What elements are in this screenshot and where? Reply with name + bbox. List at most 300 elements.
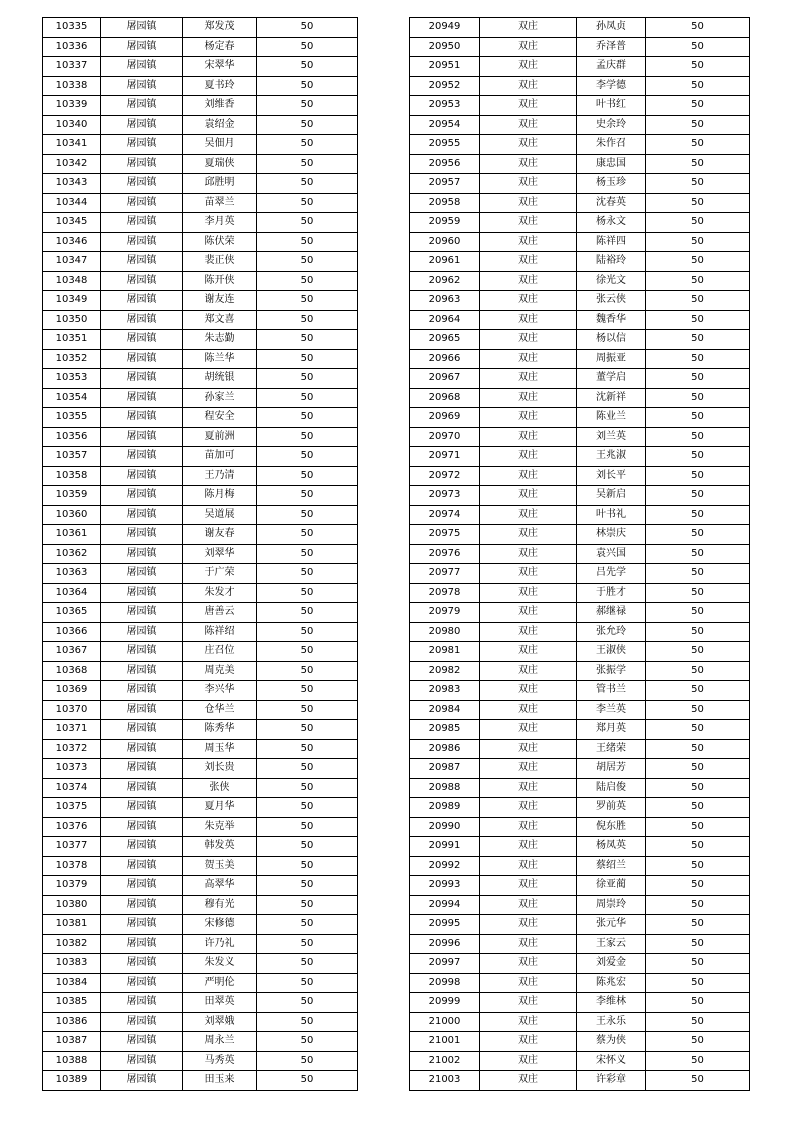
record-id-cell: 10378 (43, 856, 101, 876)
table-row (410, 856, 750, 876)
person-name-cell: 刘翠华 (183, 544, 257, 564)
table-row (43, 1071, 358, 1091)
person-name-cell: 朱发才 (183, 583, 257, 603)
town-cell: 双庄 (480, 1051, 577, 1071)
town-cell: 双庄 (480, 583, 577, 603)
town-cell: 双庄 (480, 720, 577, 740)
town-cell: 屠园镇 (101, 817, 183, 837)
person-name-cell: 宋翠华 (183, 57, 257, 77)
record-id-cell: 10369 (43, 681, 101, 701)
town-cell: 双庄 (480, 447, 577, 467)
table-row (410, 583, 750, 603)
table-row (410, 271, 750, 291)
person-name-cell: 史余玲 (577, 115, 646, 135)
table-row (410, 232, 750, 252)
amount-cell: 50 (646, 993, 750, 1013)
record-id-cell: 20959 (410, 213, 480, 233)
person-name-cell: 陈兆宏 (577, 973, 646, 993)
person-name-cell: 庄召位 (183, 642, 257, 662)
table-row (410, 544, 750, 564)
town-cell: 屠园镇 (101, 115, 183, 135)
table-row (43, 349, 358, 369)
table-row (410, 486, 750, 506)
town-cell: 双庄 (480, 778, 577, 798)
amount-cell: 50 (646, 934, 750, 954)
table-row (43, 18, 358, 38)
town-cell: 双庄 (480, 18, 577, 38)
table-row (410, 1071, 750, 1091)
amount-cell: 50 (257, 1032, 358, 1052)
amount-cell: 50 (257, 193, 358, 213)
amount-cell: 50 (646, 525, 750, 545)
amount-cell: 50 (257, 817, 358, 837)
amount-cell: 50 (646, 408, 750, 428)
amount-cell: 50 (257, 720, 358, 740)
table-row (43, 115, 358, 135)
table-row (410, 954, 750, 974)
person-name-cell: 李学德 (577, 76, 646, 96)
town-cell: 双庄 (480, 544, 577, 564)
town-cell: 双庄 (480, 310, 577, 330)
town-cell: 双庄 (480, 661, 577, 681)
person-name-cell: 王淑侠 (577, 642, 646, 662)
amount-cell: 50 (257, 96, 358, 116)
amount-cell: 50 (646, 837, 750, 857)
amount-cell: 50 (257, 1071, 358, 1091)
person-name-cell: 徐光文 (577, 271, 646, 291)
town-cell: 双庄 (480, 232, 577, 252)
amount-cell: 50 (646, 778, 750, 798)
record-id-cell: 20958 (410, 193, 480, 213)
record-id-cell: 20971 (410, 447, 480, 467)
town-cell: 双庄 (480, 252, 577, 272)
amount-cell: 50 (646, 856, 750, 876)
town-cell: 屠园镇 (101, 544, 183, 564)
amount-cell: 50 (257, 583, 358, 603)
town-cell: 屠园镇 (101, 291, 183, 311)
record-id-cell: 10340 (43, 115, 101, 135)
person-name-cell: 李月英 (183, 213, 257, 233)
town-cell: 双庄 (480, 466, 577, 486)
person-name-cell: 袁绍金 (183, 115, 257, 135)
amount-cell: 50 (257, 622, 358, 642)
amount-cell: 50 (646, 681, 750, 701)
amount-cell: 50 (646, 96, 750, 116)
record-id-cell: 20973 (410, 486, 480, 506)
table-row (410, 37, 750, 57)
record-id-cell: 21003 (410, 1071, 480, 1091)
table-row (43, 486, 358, 506)
town-cell: 双庄 (480, 408, 577, 428)
table-row (410, 18, 750, 38)
town-cell: 双庄 (480, 388, 577, 408)
table-row (410, 993, 750, 1013)
amount-cell: 50 (257, 37, 358, 57)
table-row (43, 798, 358, 818)
amount-cell: 50 (257, 408, 358, 428)
table-row (43, 700, 358, 720)
town-cell: 双庄 (480, 154, 577, 174)
table-row (43, 388, 358, 408)
record-id-cell: 10372 (43, 739, 101, 759)
record-id-cell: 10359 (43, 486, 101, 506)
table-row (410, 525, 750, 545)
amount-cell: 50 (257, 388, 358, 408)
town-cell: 双庄 (480, 798, 577, 818)
table-row (410, 193, 750, 213)
record-id-cell: 10350 (43, 310, 101, 330)
town-cell: 屠园镇 (101, 135, 183, 155)
amount-cell: 50 (646, 486, 750, 506)
table-row (43, 76, 358, 96)
amount-cell: 50 (257, 213, 358, 233)
record-id-cell: 10375 (43, 798, 101, 818)
town-cell: 屠园镇 (101, 837, 183, 857)
record-id-cell: 10355 (43, 408, 101, 428)
table-row (43, 154, 358, 174)
town-cell: 双庄 (480, 291, 577, 311)
amount-cell: 50 (646, 310, 750, 330)
table-row (43, 408, 358, 428)
town-cell: 屠园镇 (101, 1012, 183, 1032)
table-row (410, 310, 750, 330)
table-row (410, 739, 750, 759)
record-id-cell: 10351 (43, 330, 101, 350)
record-id-cell: 10345 (43, 213, 101, 233)
person-name-cell: 苗加可 (183, 447, 257, 467)
record-id-cell: 20951 (410, 57, 480, 77)
table-row (43, 174, 358, 194)
record-id-cell: 10344 (43, 193, 101, 213)
record-id-cell: 20961 (410, 252, 480, 272)
record-id-cell: 20964 (410, 310, 480, 330)
town-cell: 屠园镇 (101, 447, 183, 467)
record-id-cell: 20957 (410, 174, 480, 194)
town-cell: 双庄 (480, 642, 577, 662)
amount-cell: 50 (646, 37, 750, 57)
record-id-cell: 10356 (43, 427, 101, 447)
table-row (410, 603, 750, 623)
record-id-cell: 10357 (43, 447, 101, 467)
table-row (43, 447, 358, 467)
person-name-cell: 蔡为侠 (577, 1032, 646, 1052)
amount-cell: 50 (646, 349, 750, 369)
table-row (410, 427, 750, 447)
table-row (43, 642, 358, 662)
amount-cell: 50 (646, 154, 750, 174)
amount-cell: 50 (646, 388, 750, 408)
person-name-cell: 朱发义 (183, 954, 257, 974)
person-name-cell: 杨凤英 (577, 837, 646, 857)
table-row (43, 252, 358, 272)
amount-cell: 50 (646, 369, 750, 389)
person-name-cell: 唐善云 (183, 603, 257, 623)
table-row (43, 876, 358, 896)
record-id-cell: 20989 (410, 798, 480, 818)
amount-cell: 50 (257, 369, 358, 389)
person-name-cell: 叶书礼 (577, 505, 646, 525)
town-cell: 双庄 (480, 856, 577, 876)
amount-cell: 50 (257, 837, 358, 857)
amount-cell: 50 (257, 135, 358, 155)
table-row (43, 1012, 358, 1032)
table-row (410, 837, 750, 857)
table-row (43, 739, 358, 759)
amount-cell: 50 (257, 739, 358, 759)
person-name-cell: 管书兰 (577, 681, 646, 701)
record-id-cell: 20977 (410, 564, 480, 584)
record-id-cell: 20981 (410, 642, 480, 662)
record-id-cell: 20970 (410, 427, 480, 447)
amount-cell: 50 (257, 232, 358, 252)
amount-cell: 50 (257, 525, 358, 545)
amount-cell: 50 (257, 700, 358, 720)
table-row (410, 700, 750, 720)
person-name-cell: 王家云 (577, 934, 646, 954)
person-name-cell: 许乃礼 (183, 934, 257, 954)
person-name-cell: 王乃清 (183, 466, 257, 486)
amount-cell: 50 (257, 252, 358, 272)
record-id-cell: 10364 (43, 583, 101, 603)
person-name-cell: 乔泽普 (577, 37, 646, 57)
town-cell: 屠园镇 (101, 1032, 183, 1052)
person-name-cell: 罗前英 (577, 798, 646, 818)
person-name-cell: 宋修德 (183, 915, 257, 935)
amount-cell: 50 (257, 915, 358, 935)
amount-cell: 50 (646, 583, 750, 603)
person-name-cell: 陆启俊 (577, 778, 646, 798)
right-roster-table (409, 17, 750, 1091)
town-cell: 双庄 (480, 76, 577, 96)
town-cell: 双庄 (480, 954, 577, 974)
table-row (43, 505, 358, 525)
record-id-cell: 10386 (43, 1012, 101, 1032)
table-row (410, 349, 750, 369)
record-id-cell: 20979 (410, 603, 480, 623)
person-name-cell: 郑发茂 (183, 18, 257, 38)
person-name-cell: 陆裕玲 (577, 252, 646, 272)
person-name-cell: 张云侠 (577, 291, 646, 311)
table-row (43, 96, 358, 116)
table-row (43, 271, 358, 291)
amount-cell: 50 (646, 76, 750, 96)
town-cell: 屠园镇 (101, 57, 183, 77)
amount-cell: 50 (646, 427, 750, 447)
amount-cell: 50 (257, 954, 358, 974)
amount-cell: 50 (646, 505, 750, 525)
town-cell: 双庄 (480, 1032, 577, 1052)
table-row (410, 642, 750, 662)
record-id-cell: 20976 (410, 544, 480, 564)
table-row (43, 213, 358, 233)
record-id-cell: 20997 (410, 954, 480, 974)
town-cell: 屠园镇 (101, 427, 183, 447)
record-id-cell: 10370 (43, 700, 101, 720)
town-cell: 双庄 (480, 993, 577, 1013)
table-row (410, 96, 750, 116)
town-cell: 屠园镇 (101, 973, 183, 993)
person-name-cell: 裴正侠 (183, 252, 257, 272)
record-id-cell: 20954 (410, 115, 480, 135)
record-id-cell: 20987 (410, 759, 480, 779)
town-cell: 屠园镇 (101, 739, 183, 759)
table-row (410, 1051, 750, 1071)
town-cell: 屠园镇 (101, 486, 183, 506)
town-cell: 屠园镇 (101, 193, 183, 213)
record-id-cell: 20980 (410, 622, 480, 642)
amount-cell: 50 (257, 330, 358, 350)
record-id-cell: 10368 (43, 661, 101, 681)
town-cell: 屠园镇 (101, 603, 183, 623)
table-row (410, 564, 750, 584)
table-row (43, 720, 358, 740)
record-id-cell: 10380 (43, 895, 101, 915)
amount-cell: 50 (646, 603, 750, 623)
record-id-cell: 20988 (410, 778, 480, 798)
table-row (43, 778, 358, 798)
person-name-cell: 穆有光 (183, 895, 257, 915)
town-cell: 屠园镇 (101, 661, 183, 681)
amount-cell: 50 (646, 1051, 750, 1071)
town-cell: 双庄 (480, 934, 577, 954)
record-id-cell: 10361 (43, 525, 101, 545)
person-name-cell: 周振亚 (577, 349, 646, 369)
town-cell: 双庄 (480, 817, 577, 837)
person-name-cell: 杨永文 (577, 213, 646, 233)
person-name-cell: 杨定春 (183, 37, 257, 57)
person-name-cell: 朱作召 (577, 135, 646, 155)
table-row (43, 661, 358, 681)
town-cell: 双庄 (480, 213, 577, 233)
town-cell: 屠园镇 (101, 700, 183, 720)
amount-cell: 50 (646, 544, 750, 564)
amount-cell: 50 (646, 115, 750, 135)
town-cell: 双庄 (480, 622, 577, 642)
person-name-cell: 程安全 (183, 408, 257, 428)
amount-cell: 50 (646, 564, 750, 584)
town-cell: 屠园镇 (101, 408, 183, 428)
table-row (43, 544, 358, 564)
person-name-cell: 刘兰英 (577, 427, 646, 447)
person-name-cell: 宋怀义 (577, 1051, 646, 1071)
town-cell: 屠园镇 (101, 856, 183, 876)
town-cell: 屠园镇 (101, 271, 183, 291)
person-name-cell: 于广荣 (183, 564, 257, 584)
person-name-cell: 郝继禄 (577, 603, 646, 623)
person-name-cell: 刘翠娥 (183, 1012, 257, 1032)
table-row (410, 798, 750, 818)
amount-cell: 50 (646, 447, 750, 467)
amount-cell: 50 (257, 76, 358, 96)
person-name-cell: 林崇庆 (577, 525, 646, 545)
record-id-cell: 20991 (410, 837, 480, 857)
town-cell: 双庄 (480, 505, 577, 525)
person-name-cell: 于胜才 (577, 583, 646, 603)
record-id-cell: 10373 (43, 759, 101, 779)
table-row (410, 1012, 750, 1032)
table-row (410, 1032, 750, 1052)
amount-cell: 50 (257, 310, 358, 330)
record-id-cell: 20985 (410, 720, 480, 740)
table-row (43, 37, 358, 57)
amount-cell: 50 (257, 661, 358, 681)
amount-cell: 50 (646, 18, 750, 38)
person-name-cell: 董学启 (577, 369, 646, 389)
record-id-cell: 10363 (43, 564, 101, 584)
amount-cell: 50 (257, 505, 358, 525)
person-name-cell: 陈祥绍 (183, 622, 257, 642)
amount-cell: 50 (257, 934, 358, 954)
person-name-cell: 孙家兰 (183, 388, 257, 408)
amount-cell: 50 (257, 486, 358, 506)
table-row (43, 856, 358, 876)
amount-cell: 50 (646, 213, 750, 233)
left-roster-body (43, 18, 358, 1091)
person-name-cell: 李兰英 (577, 700, 646, 720)
town-cell: 双庄 (480, 895, 577, 915)
table-row (43, 310, 358, 330)
record-id-cell: 10358 (43, 466, 101, 486)
person-name-cell: 夏书玲 (183, 76, 257, 96)
amount-cell: 50 (646, 193, 750, 213)
person-name-cell: 叶书红 (577, 96, 646, 116)
amount-cell: 50 (257, 447, 358, 467)
table-row (410, 57, 750, 77)
amount-cell: 50 (257, 564, 358, 584)
amount-cell: 50 (257, 466, 358, 486)
record-id-cell: 10352 (43, 349, 101, 369)
record-id-cell: 20967 (410, 369, 480, 389)
person-name-cell: 陈开侠 (183, 271, 257, 291)
person-name-cell: 陈秀华 (183, 720, 257, 740)
person-name-cell: 严明伦 (183, 973, 257, 993)
person-name-cell: 陈祥四 (577, 232, 646, 252)
table-row (43, 330, 358, 350)
amount-cell: 50 (257, 115, 358, 135)
record-id-cell: 10377 (43, 837, 101, 857)
table-row (410, 759, 750, 779)
amount-cell: 50 (257, 349, 358, 369)
person-name-cell: 沈春英 (577, 193, 646, 213)
table-row (43, 934, 358, 954)
record-id-cell: 10365 (43, 603, 101, 623)
table-row (410, 154, 750, 174)
person-name-cell: 周克美 (183, 661, 257, 681)
table-row (410, 447, 750, 467)
town-cell: 双庄 (480, 349, 577, 369)
person-name-cell: 田玉来 (183, 1071, 257, 1091)
person-name-cell: 朱志勤 (183, 330, 257, 350)
table-row (410, 505, 750, 525)
person-name-cell: 杨以信 (577, 330, 646, 350)
town-cell: 双庄 (480, 564, 577, 584)
town-cell: 屠园镇 (101, 232, 183, 252)
amount-cell: 50 (257, 18, 358, 38)
person-name-cell: 郑月英 (577, 720, 646, 740)
amount-cell: 50 (257, 778, 358, 798)
town-cell: 屠园镇 (101, 876, 183, 896)
town-cell: 屠园镇 (101, 76, 183, 96)
record-id-cell: 10343 (43, 174, 101, 194)
amount-cell: 50 (646, 232, 750, 252)
person-name-cell: 刘长平 (577, 466, 646, 486)
amount-cell: 50 (646, 1071, 750, 1091)
person-name-cell: 李维林 (577, 993, 646, 1013)
record-id-cell: 10346 (43, 232, 101, 252)
amount-cell: 50 (257, 856, 358, 876)
table-row (43, 817, 358, 837)
town-cell: 屠园镇 (101, 583, 183, 603)
